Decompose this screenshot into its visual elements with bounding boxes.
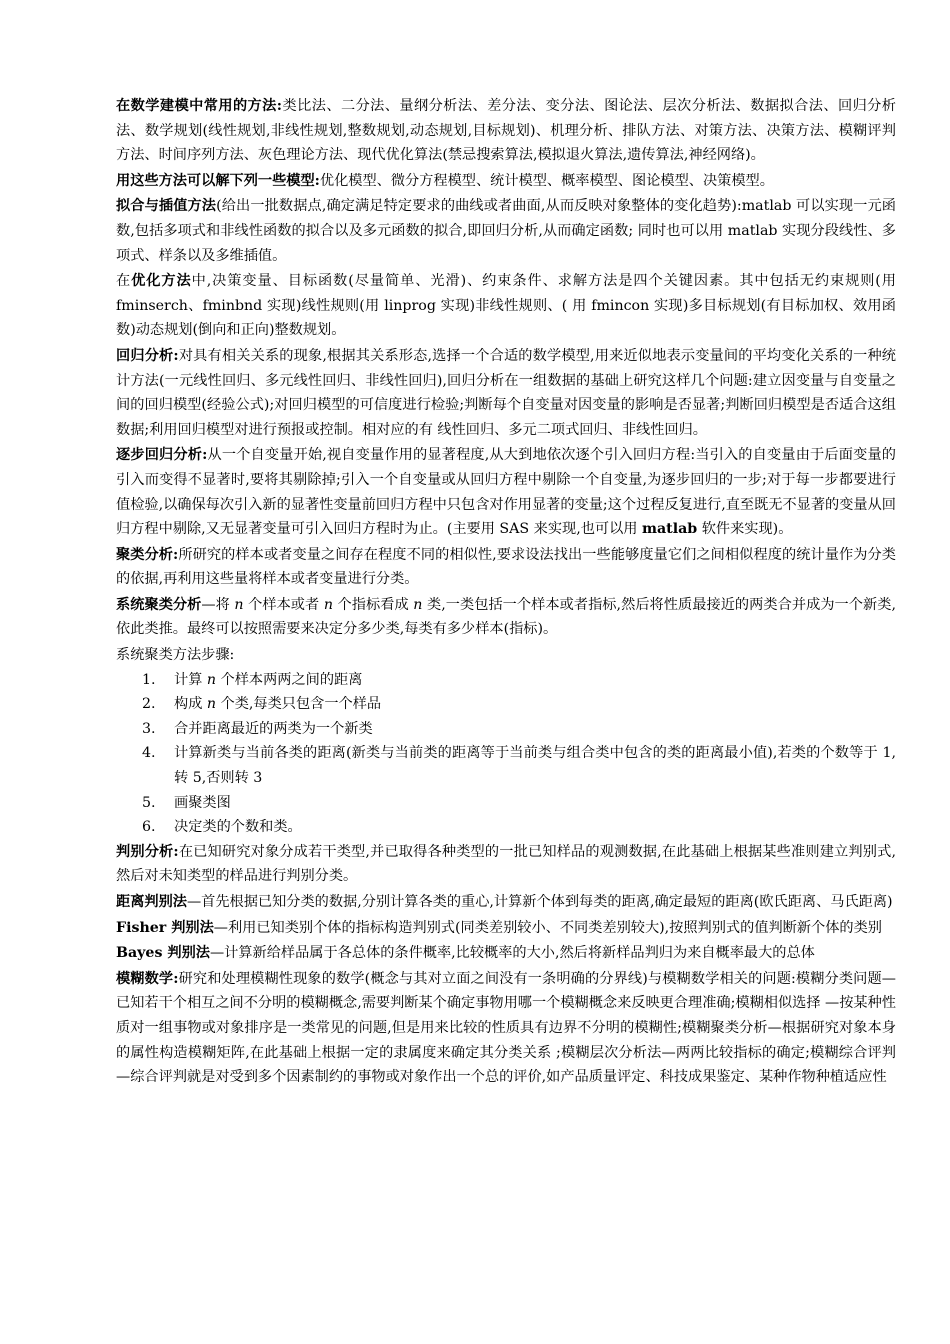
text-bayes: —计算新给样品属于各总体的条件概率,比较概率的大小,然后将新样品判归为来自概率最大的总体 [209,945,815,962]
heading-fuzzy: 模糊数学: [116,970,179,987]
var-n: n [234,596,244,613]
list-text: 合并距离最近的两类为一个新类 [174,720,373,737]
text-stepwise-end: 软件来实现)。 [697,521,793,538]
document-page [116,94,896,1090]
list-item [116,791,896,816]
text-fitting: (给出一批数据点,确定满足特定要求的曲线或者曲面,从而反映对象整体的变化趋势):matlab 可以实现一元函数,包括多项式和非线性函数的拟合以及多元函数的拟合,即回归分析,从而确定函数; 同时也可以用 matlab 实现分段线性、多项式、样条以及多维插值。 [116,198,896,264]
paragraph-steps-title: 系统聚类方法步骤: [116,647,235,664]
list-item [116,692,896,717]
list-number: 4. [142,745,156,762]
paragraph-fitting [116,194,896,268]
heading-regression: 回归分析: [116,347,179,364]
heading-stepwise: 逐步回归分析: [116,447,208,464]
list-text: 计算 [174,671,207,688]
text-hierarchical-1: —将 [201,596,235,613]
heading-fisher: Fisher 判别法 [116,919,214,936]
list-number: 3. [142,720,156,737]
list-text: 决定类的个数和类。 [174,819,302,836]
paragraph-stepwise [116,443,896,541]
text-hierarchical-2: 个样本或者 [243,596,324,613]
list-text: 构成 [174,696,207,713]
list-number: 2. [142,696,156,713]
text-stepwise-matlab: matlab [641,521,698,538]
text-regression: 对具有相关关系的现象,根据其关系形态,选择一个合适的数学模型,用来近似地表示变量间的平均变化关系的一种统计方法(一元线性回归、多元线性回归、非线性回归),回归分析在一组数据的基础上研究这样几个问题:建立因变量与自变量之间的回归模型(经验公式);对回归模型的可信度进行检验;判断每个自变量对因变量的影响是否显著;判断回归模型是否适合这组数据;利用回归模型对进行预报或控制。相对应的有 线性回归、多元二项式回归、非线性回归。 [116,347,896,438]
var-n: n [413,596,423,613]
heading-hierarchical: 系统聚类分析 [116,596,202,613]
list-text: 画聚类图 [174,794,231,811]
list-number: 5. [142,794,156,811]
text-fuzzy: 研究和处理模糊性现象的数学(概念与其对立面之间没有一条明确的分界线)与模糊数学相关的问题:模糊分类问题—已知若干个相互之间不分明的模糊概念,需要判断某个确定事物用哪一个模糊概念来反映更合理准确;模糊相似选择 —按某种性质对一组事物或对象排序是一类常见的问题,但是用来比较的性质具有边界不分明的模糊性;模糊聚类分析—根据研究对象本身的属性构造模糊矩阵,在此基础上根据一定的隶属度来确定其分类关系 ;模糊层次分析法—两两比较指标的确定;模糊综合评判—综合评判就是对受到多个因素制约的事物或对象作出一个总的评价,如产品质量评定、科技成果鉴定、某种作物种植适应性 [116,970,896,1086]
heading-optimization: 优化方法 [131,273,192,290]
paragraph-clustering [116,543,896,592]
paragraph-models [116,169,896,194]
text-discriminant: 在已知研究对象分成若干类型,并已取得各种类型的一批已知样品的观测数据,在此基础上根据某些准则建立判别式,然后对未知类型的样品进行判别分类。 [116,843,896,885]
heading-modeling-methods: 在数学建模中常用的方法: [116,98,283,114]
var-n: n [206,696,217,713]
var-n: n [323,596,333,613]
text-distance: —首先根据已知分类的数据,分别计算各类的重心,计算新个体到每类的距离,确定最短的距离(欧氏距离、马氏距离) [186,894,893,910]
list-text: 个样本两两之间的距离 [216,671,363,688]
heading-distance: 距离判别法 [116,894,187,910]
list-number: 1. [142,671,156,688]
paragraph-bayes [116,941,896,966]
paragraph-hierarchical [116,593,896,642]
list-item [116,717,896,742]
var-n: n [206,671,217,688]
paragraph-optimization [116,269,896,343]
text-hierarchical-4: 类,一类包括一个样本或者指标,然后将性质最接近的两类合并成为一个新类,依此类推。最终可以按照需要来决定分多少类,每类有多少样本(指标)。 [116,596,896,638]
heading-models: 用这些方法可以解下列一些模型: [116,172,320,189]
text-clustering: 所研究的样本或者变量之间存在程度不同的相似性,要求设法找出一些能够度量它们之间相似程度的统计量作为分类的依据,再利用这些量将样本或者变量进行分类。 [116,546,896,588]
paragraph-fisher [116,916,896,941]
list-item [116,741,896,790]
text-optimization: 中,决策变量、目标函数(尽量简单、光滑)、约束条件、求解方法是四个关键因素。其中包括无约束规则(用 fminserch、fminbnd 实现)线性规则(用 linprog 实现)非线性规则、( 用 fmincon 实现)多目标规划(有目标加权、效用函数)动态规划(倒向和正向)整数规划。 [116,273,896,339]
text-optimization-prefix: 在 [116,273,132,290]
paragraph-regression [116,344,896,442]
heading-bayes: Bayes 判别法 [116,945,210,962]
list-text: 计算新类与当前各类的距离(新类与当前类的距离等于当前类与组合类中包含的类的距离最小值),若类的个数等于 1,转 5,否则转 3 [174,745,896,787]
heading-fitting: 拟合与插值方法 [116,198,217,215]
paragraph-modeling-methods [116,94,896,168]
list-item [116,668,896,693]
heading-discriminant: 判别分析: [116,843,179,860]
paragraph-fuzzy [116,967,896,1090]
text-fisher: —利用已知类别个体的指标构造判别式(同类差别较小、不同类差别较大),按照判别式的值判断新个体的类别 [213,919,882,936]
paragraph-distance [116,890,896,915]
list-text: 个类,每类只包含一个样品 [216,696,382,713]
text-modeling-methods: 类比法、二分法、量纲分析法、差分法、变分法、图论法、层次分析法、数据拟合法、回归分析法、数学规划(线性规划,非线性规划,整数规划,动态规划,目标规划)、机理分析、排队方法、对策方法、决策方法、模糊评判方法、时间序列方法、灰色理论方法、现代优化算法(禁忌搜索算法,模拟退火算法,遗传算法,神经网络)。 [116,98,896,164]
steps-list [116,668,896,840]
text-models: 优化模型、微分方程模型、统计模型、概率模型、图论模型、决策模型。 [319,172,774,189]
list-item [116,815,896,840]
text-hierarchical-3: 个指标看成 [332,596,414,613]
heading-clustering: 聚类分析: [116,546,179,563]
text-stepwise: 从一个自变量开始,视自变量作用的显著程度,从大到地依次逐个引入回归方程:当引入的自变量由于后面变量的引入而变得不显著时,要将其剔除掉;引入一个自变量或从回归方程中剔除一个自变量,为逐步回归的一步;对于每一步都要进行值检验,以确保每次引入新的显著性变量前回归方程中只包含对作用显著的变量;这个过程反复进行,直至既无不显著的变量从回归方程中剔除,又无显著变量可引入回归方程时为止。(主要用 SAS 来实现,也可以用 [116,447,896,538]
paragraph-discriminant [116,840,896,889]
list-number: 6. [142,819,156,836]
